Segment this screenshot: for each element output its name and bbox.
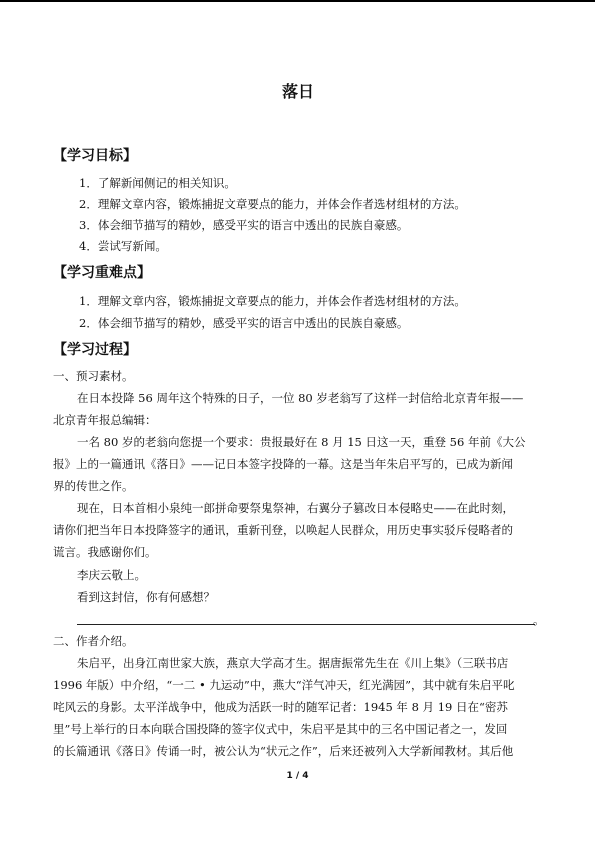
key-point-item: 1．理解文章内容，锻炼捕捉文章要点的能力，并体会作者选材组材的方法。 (79, 294, 466, 308)
author-line: 咤风云的身影。太平洋战争中，他成为活跃一时的随军记者：1945 年 8 月 19 日在“密苏 (53, 700, 508, 714)
goal-item: 1．了解新闻侧记的相关知识。 (79, 176, 236, 190)
letter-line: 报》上的一篇通讯《落日》——记日本签字投降的一幕。这是当年朱启平写的，已成为新闻 (53, 457, 513, 471)
key-point-item: 2．体会细节描写的精妙，感受平实的语言中透出的民族自豪感。 (79, 316, 409, 330)
top-rule (0, 0, 595, 2)
question-line: 看到这封信，你有何感想？ (77, 590, 215, 604)
letter-signature: 李庆云敬上。 (77, 568, 146, 582)
letter-line: 界的传世之作。 (53, 479, 134, 493)
author-line: 朱启平，出身江南世家大族，燕京大学高才生。据唐振常先生在《川上集》（三联书店 (77, 656, 509, 670)
answer-blank-end: 。 (533, 613, 545, 627)
page-number: 1 / 4 (286, 771, 309, 781)
answer-blank-line (77, 624, 535, 625)
letter-line: 现在，日本首相小泉纯一郎拼命要祭鬼祭神，右翼分子篡改日本侵略史——在此时刻， (77, 501, 514, 515)
author-line: 的长篇通讯《落日》传诵一时，被公认为“状元之作”，后来还被列入大学新闻教材。其后他 (53, 744, 514, 758)
letter-line: 请你们把当年日本投降签字的通讯，重新刊登，以唤起人民群众，用历史事实驳斥侵略者的 (53, 523, 513, 537)
letter-line: 谎言。我感谢你们。 (53, 545, 157, 559)
section-heading-key-points: 【学习重难点】 (53, 265, 151, 281)
goal-item: 3．体会细节描写的精妙，感受平实的语言中透出的民族自豪感。 (79, 218, 409, 232)
goal-item: 4．尝试写新闻。 (79, 239, 167, 253)
letter-line: 北京青年报总编辑： (53, 413, 157, 427)
part1-heading: 一、预习素材。 (53, 369, 134, 383)
section-heading-goals: 【学习目标】 (53, 148, 137, 164)
author-line: 里”号上举行的日本向联合国投降的签字仪式中，朱启平是其中的三名中国记者之一，发回 (53, 722, 508, 736)
letter-line: 在日本投降 56 周年这个特殊的日子，一位 80 岁老翁写了这样一封信给北京青年报—— (77, 391, 524, 405)
goal-item: 2．理解文章内容，锻炼捕捉文章要点的能力，并体会作者选材组材的方法。 (79, 197, 466, 211)
page-title: 落日 (281, 82, 314, 101)
letter-line: 一名 80 岁的老翁向您提一个要求：贵报最好在 8 月 15 日这一天，重登 56 年前《大公 (77, 435, 526, 449)
part2-heading: 二、作者介绍。 (53, 634, 134, 648)
section-heading-process: 【学习过程】 (53, 342, 137, 358)
author-line: 1996 年版）中介绍，“一二 • 九运动”中，燕大“洋气冲天，红光满园”，其中就有朱启平叱 (53, 678, 515, 692)
